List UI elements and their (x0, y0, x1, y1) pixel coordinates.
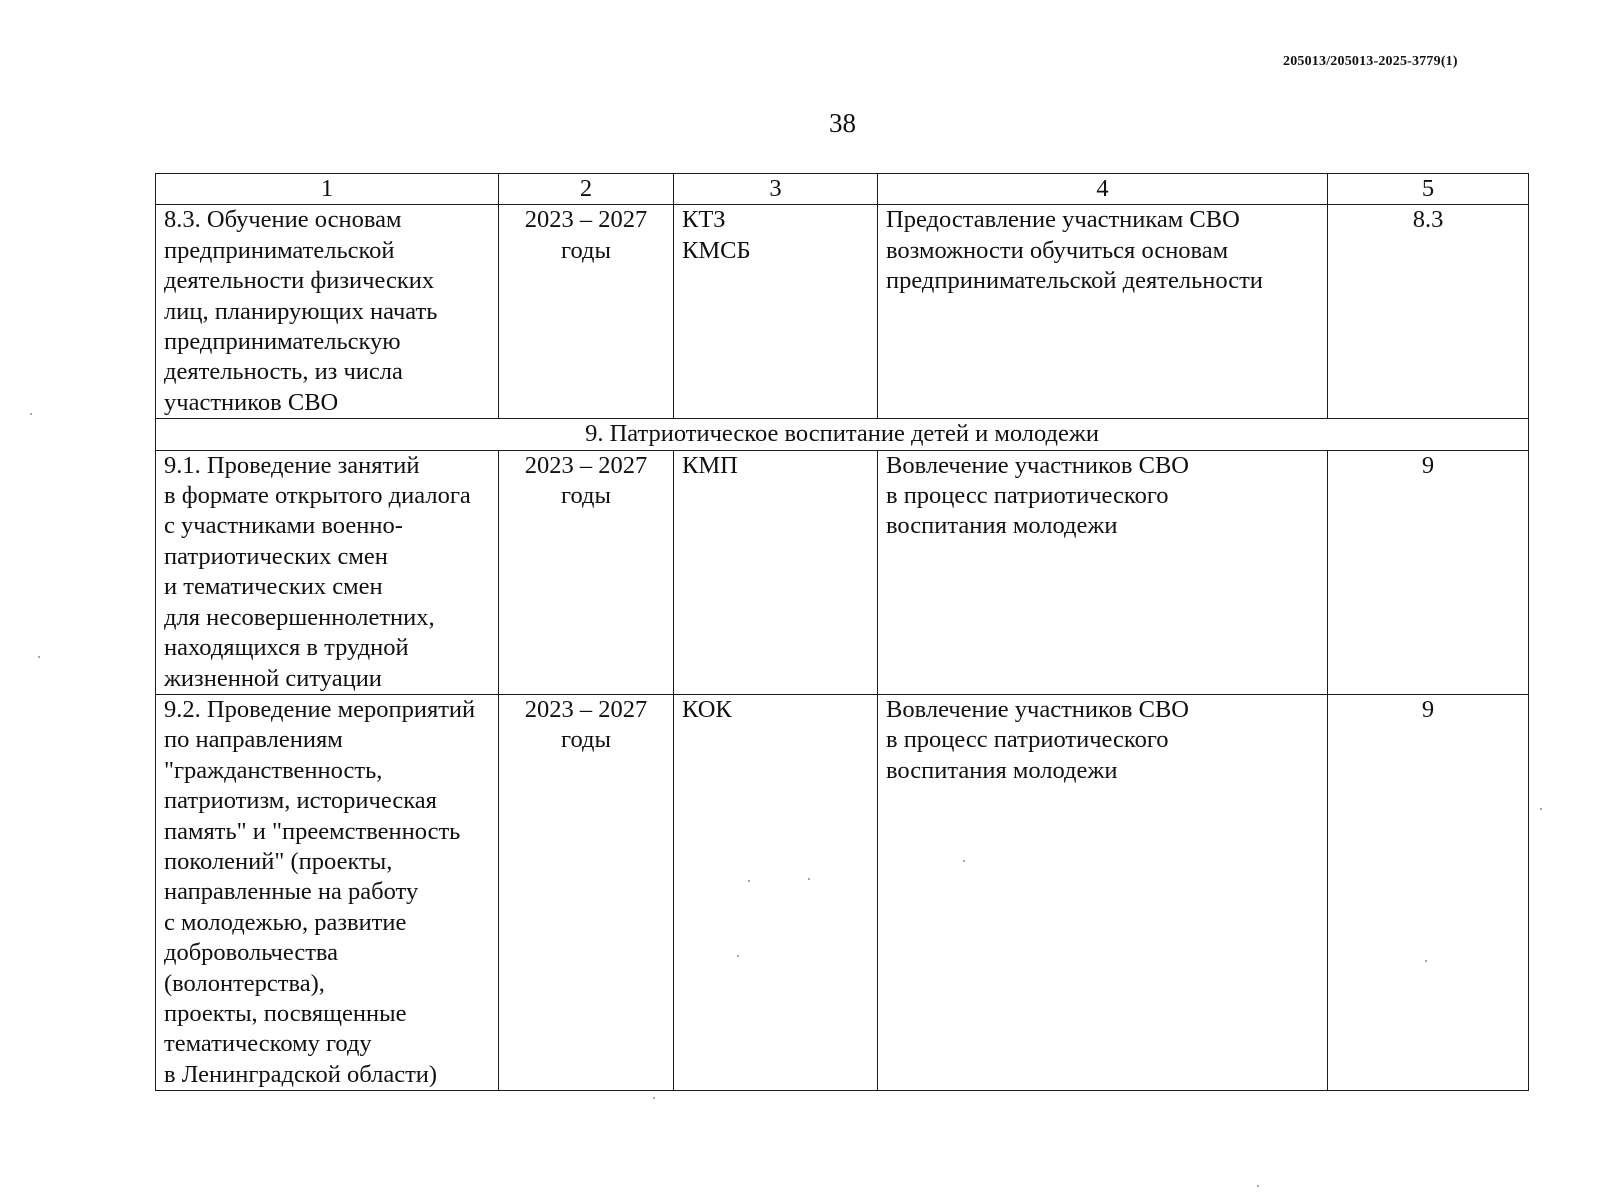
text-line: 9.1. Проведение занятий (164, 451, 420, 479)
table-header-row (156, 174, 1529, 205)
scan-speck (1425, 960, 1427, 962)
text-line: добровольчества (164, 939, 339, 967)
text-line: проекты, посвященные (164, 999, 407, 1027)
text-line: по направлениям (164, 726, 343, 754)
section-title: 9. Патриотическое воспитание детей и молодежи (156, 419, 1529, 450)
header-cell-4: 4 (878, 174, 1328, 205)
text-line: 8.3. Обучение основам (164, 206, 402, 234)
section-row-9 (156, 419, 1529, 450)
text-line: в формате открытого диалога (164, 482, 471, 510)
header-cell-3: 3 (674, 174, 878, 205)
header-cell-1: 1 (156, 174, 499, 205)
table-row-8-3 (156, 205, 1529, 419)
text-line: с молодежью, развитие (164, 908, 407, 936)
text-line: жизненной ситуации (164, 664, 382, 692)
scan-speck (1257, 1185, 1259, 1187)
text-line: 2023 – 2027 (524, 451, 648, 479)
text-line: КТЗ (682, 206, 726, 234)
table-row-9-2 (156, 694, 1529, 1090)
text-line: "гражданственность, (164, 756, 383, 784)
text-line: Предоставление участникам СВО (886, 206, 1240, 234)
executor-cell (674, 450, 878, 694)
table-row-9-1 (156, 450, 1529, 694)
text-line: предпринимательской (164, 236, 395, 264)
executor-cell (674, 205, 878, 419)
reference-cell: 8.3 (1328, 205, 1529, 419)
result-cell (878, 694, 1328, 1090)
text-line: (волонтерства), (164, 969, 325, 997)
text-line: 2023 – 2027 (524, 206, 648, 234)
text-line: Вовлечение участников СВО (886, 451, 1189, 479)
scan-speck (30, 413, 32, 415)
text-line: и тематических смен (164, 573, 383, 601)
text-line: находящихся в трудной (164, 634, 409, 662)
text-line: годы (561, 726, 611, 754)
text-line: в процесс патриотического (886, 482, 1169, 510)
term-cell (499, 694, 674, 1090)
result-cell (878, 205, 1328, 419)
header-cell-2: 2 (499, 174, 674, 205)
text-line: годы (561, 236, 611, 264)
text-line: для несовершеннолетних, (164, 603, 435, 631)
text-line: КМП (682, 451, 738, 479)
text-line: 9.2. Проведение мероприятий (164, 695, 476, 723)
text-line: предпринимательскую (164, 328, 401, 356)
text-line: предпринимательской деятельности (886, 267, 1263, 295)
scan-speck (808, 878, 810, 880)
header-cell-5: 5 (1328, 174, 1529, 205)
text-line: КМСБ (682, 236, 751, 264)
scan-speck (38, 656, 40, 658)
text-line: тематическому году (164, 1030, 372, 1058)
page-number: 38 (829, 108, 856, 138)
text-line: воспитания молодежи (886, 756, 1118, 784)
document-id: 205013/205013-2025-3779(1) (1283, 54, 1458, 69)
text-line: Вовлечение участников СВО (886, 695, 1189, 723)
activity-cell (156, 205, 499, 419)
text-line: поколений" (проекты, (164, 847, 393, 875)
scan-speck (1540, 808, 1542, 810)
text-line: лиц, планирующих начать (164, 297, 438, 325)
scan-speck (737, 955, 739, 957)
text-line: воспитания молодежи (886, 512, 1118, 540)
text-line: в Ленинградской области) (164, 1060, 438, 1088)
text-line: 2023 – 2027 (524, 695, 648, 723)
text-line: КОК (682, 695, 732, 723)
text-line: с участниками военно- (164, 512, 403, 540)
executor-cell (674, 694, 878, 1090)
text-line: деятельность, из числа (164, 358, 403, 386)
text-line: патриотизм, историческая (164, 787, 437, 815)
reference-cell: 9 (1328, 694, 1529, 1090)
text-line: направленные на работу (164, 878, 419, 906)
scan-speck (963, 860, 965, 862)
reference-cell: 9 (1328, 450, 1529, 694)
text-line: деятельности физических (164, 267, 435, 295)
result-cell (878, 450, 1328, 694)
activity-cell (156, 450, 499, 694)
text-line: патриотических смен (164, 542, 388, 570)
scan-speck (653, 1097, 655, 1099)
term-cell (499, 205, 674, 419)
text-line: возможности обучиться основам (886, 236, 1229, 264)
text-line: участников СВО (164, 388, 339, 416)
program-table (155, 173, 1529, 1091)
activity-cell (156, 694, 499, 1090)
term-cell (499, 450, 674, 694)
text-line: годы (561, 482, 611, 510)
text-line: в процесс патриотического (886, 726, 1169, 754)
scan-speck (748, 880, 750, 882)
text-line: память" и "преемственность (164, 817, 461, 845)
